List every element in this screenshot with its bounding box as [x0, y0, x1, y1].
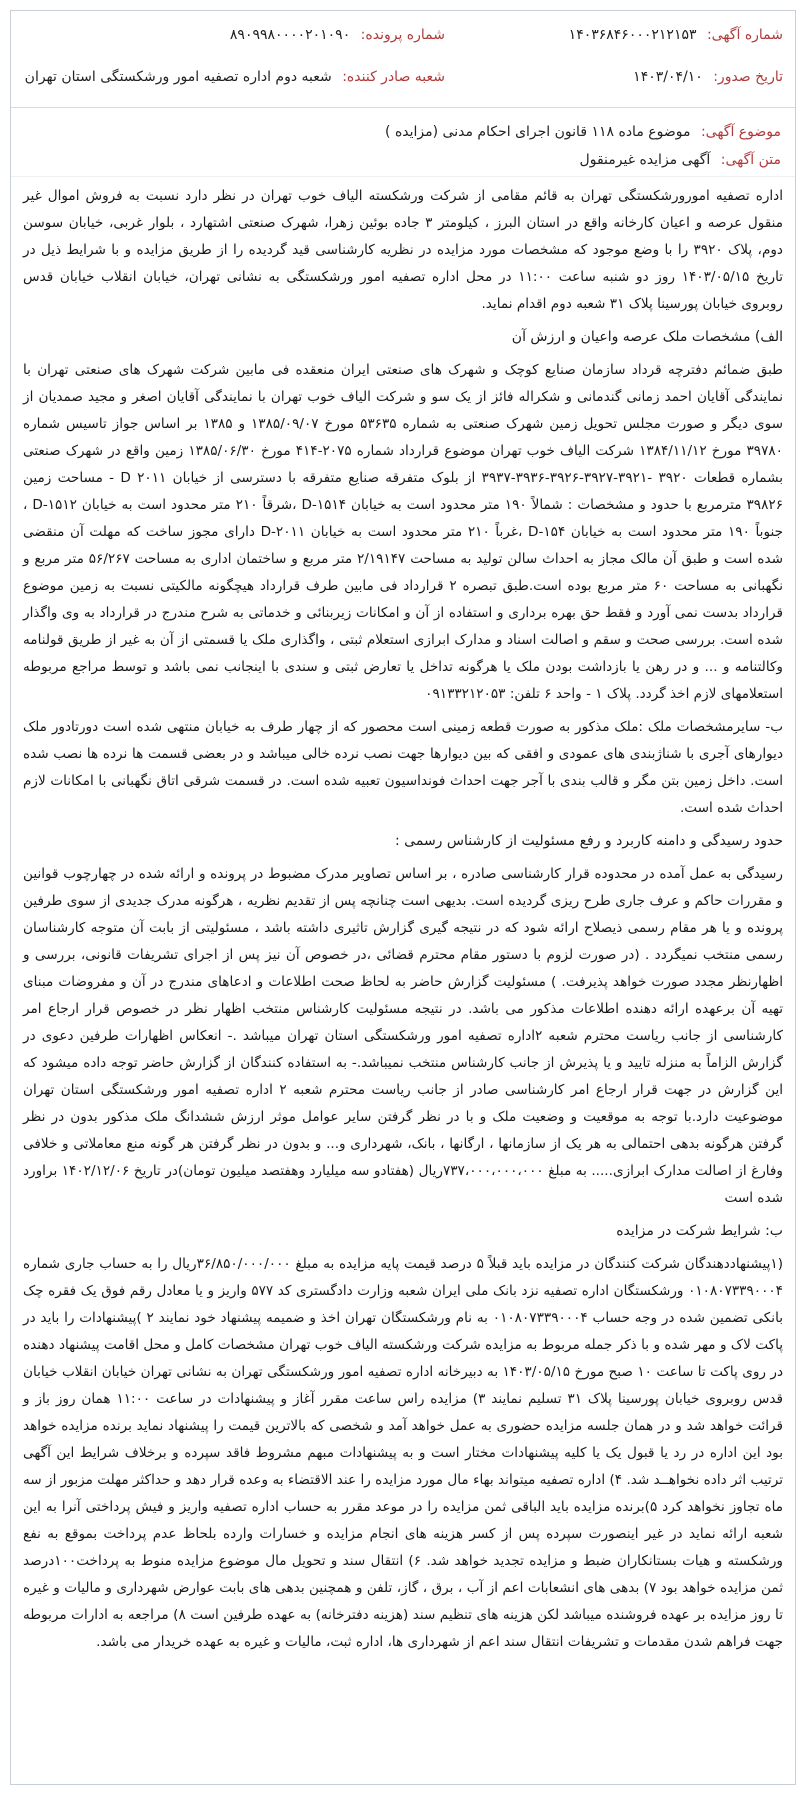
file-number: ۸۹۰۹۹۸۰۰۰۰۲۰۱۰۹۰: [229, 27, 351, 43]
file-number-label: شماره پرونده:: [360, 27, 445, 43]
text-label: متن آگهی:: [720, 152, 781, 168]
subject-label: موضوع آگهی:: [700, 124, 781, 140]
issuer: شعبه دوم اداره تصفیه امور ورشکستگی استان تهران: [24, 69, 332, 85]
text-title: آگهی مزایده غیرمنقول: [579, 152, 711, 168]
notice-page: [10, 10, 796, 1785]
issue-date-label: تاریخ صدور:: [713, 69, 783, 85]
section-a-paragraph: طبق ضمائم دفترچه قرداد سازمان صنایع کوچک و شهرک های صنعتی ایران منعقده فی مابین شرکت شهرک های صنعتی تهران با نمایندگی آقایان احمد زمانی گندمانی و شکراله فائز از یک سو و شرکت الیاف خوب تهران با نمایندگی آقایان اصغر و مجید صمدیان از سوی دیگر و صورت مجلس تحویل زمین شهرک صنعتی به شماره ۵۳۶۳۵ مورخ ۱۳۸۵/۰۹/۰۷ و ۱۳۸۵ بر اساس جواز تاسیس شماره ۳۹۷۸۰ مورخ ۱۳۸۴/۱۱/۱۲ شرکت الیاف خوب تهران موضوع قرارداد شماره ۲۰۷۵-۴۱۴ مورخ ۱۳۸۵/۰۶/۳۰ زمین واقع در شهرک صنعتی بشماره قطعات ۳۹۲۰ -۳۹۲۱-۳۹۲۷-۳۹۲۶-۳۹۳۶-۳۹۳۷ از بلوک متفرقه صنایع متفرقه با دسترسی از خیابان D ۲۰۱۱ - مساحت زمین ۳۹۸۲۶ مترمربع با حدود و مشخصات : شمالاً ۱۹۰ متر محدود است به خیابان D-۱۵۱۴ ،شرقاً ۲۱۰ متر محدود است به خیابان D-۱۵۱۲ ، جنوباً ۱۹۰ متر محدود است به خیابان D-۱۵۴ ،غرباً ۲۱۰ متر محدود است به خیابان D-۲۰۱۱ دارای مجوز ساخت که مهلت آن منقضی شده است و طبق آن مالک مجاز به احداث سالن تولید به مساحت ۲/۱۹۱۴۷ متر مربع و ساختمان اداری به مساحت ۵۶/۲۶۷ متر مربع و نگهبانی به مساحت ۶۰ متر مربع بوده است.طبق تبصره ۲ قرارداد فی مابین طرف قرارداد هیچگونه مالکیتی نسبت به زمین موضوع قرارداد بدست نمی آورد و فقط حق بهره برداری و استفاده از آن و امکانات زیربنائی و خدماتی به شرح مندرج در قرارداد به وی واگذار شده است. بررسی صحت و سقم و اصالت اسناد و مدارک ابرازی استعلام ثبتی ، واگذاری ملک یا قسمتی از آن به غیر از طریق قولنامه وکالتنامه و ... و در رهن یا بازداشت بودن ملک یا هرگونه تداخل یا تعارض ثبتی و سندی با اینجانب نمی باشد و توسط مراجع مربوطه استعلامهای لازم اخذ گردد. پلاک ۱ - واحد ۶ تلفن: ۰۹۱۳۳۲۱۲۰۵۳: [23, 362, 784, 702]
section-d-paragraph: (۱پیشنهاددهندگان شرکت کنندگان در مزایده باید قبلاً ۵ درصد قیمت پایه مزایده به مبلغ ۳۶/۸۵۰/۰۰۰/۰۰۰ریال را به حساب جاری شماره ۰۱۰۸۰۷۳۳۹۰۰۰۴ ورشکستگان اداره تصفیه نزد بانک ملی ایران شعبه وزارت دادگستری کد ۵۷۷ واریز و یا معادل رقم فوق یک فقره چک بانکی تضمین شده در وجه حساب ۰۱۰۸۰۷۳۳۹۰۰۰۴ به نام ورشکستگان تهران اخذ و ضمیمه پیشنهاد خود نمایند ۲ )پیشنهادات را باید در پاکت لاک و مهر شده و با ذکر جمله مربوط به مزایده شرکت ورشکسته الیاف خوب تهران مشخصات کامل و محل اقامت پیشنهاد دهنده در روی پاکت تا ساعت ۱۰ صبح مورخ ۱۴۰۳/۰۵/۱۵ به دبیرخانه اداره تصفیه امور ورشکستگی تهران به نشانی تهران خیابان انقلاب خیابان قدس روبروی خیابان پورسینا پلاک ۳۱ تسلیم نمایند ۳) مزایده راس ساعت مقرر آغاز و پیشنهادات در ساعت ۱۱:۰۰ همان روز باز و قرائت خواهد شد و در همان جلسه مزایده حضوری به عمل خواهد آمد و شخصی که بالاترین قیمت را پیشنهاد نماید برنده مزایده خواهد بود این اداره در رد یا قبول یک یا کلیه پیشنهادات مختار است و به پیشنهادات مبهم مشروط فاقد سپرده و برخلاف شرایط این آگهی ترتیب اثر داده نخواهــد شد. ۴) اداره تصفیه میتواند بهاء مال مورد مزایده را عند الاقتضاء به وعده قرار دهد و حداکثر مهلت مزبور از سه ماه تجاوز نخواهد کرد ۵)برنده مزایده باید الباقی ثمن مزایده را در موعد مقرر به حساب اداره تصفیه واریز و فیش پرداختی آنرا به این شعبه ارائه نماید در غیر اینصورت سپرده پس از کسر هزینه های انجام مزایده و خسارات وارده بلحاظ عدم پرداخت بموقع به نفع ورشکسته و هیات بستانکاران ضبط و مزایده تجدید خواهد شد. ۶) انتقال سند و تحویل مال موضوع مزایده منوط به پرداخت۱۰۰درصد ثمن مزایده خواهد بود ۷) بدهی های انشعابات اعم از آب ، برق ، گاز، تلفن و همچنین بدهی های بابت عوارض شهرداری و مالیات و غیره تا روز مزایده بر عهده فروشنده میباشد لکن هزینه های تنظیم سند (هزینه دفترخانه) به عهده طرفین است ۸) مراجعه به ادارات مربوطه جهت فراهم شدن مقدمات و تشریفات انتقال سند اعم از شهرداری ها، اداره ثبت، مالیات و غیره به عهده خریدار می باشد.: [23, 1256, 784, 1650]
subject-value: موضوع ماده ۱۱۸ قانون اجرای احکام مدنی (مزایده ): [385, 124, 691, 140]
notice-number: ۱۴۰۳۶۸۴۶۰۰۰۲۱۲۱۵۳: [568, 27, 697, 43]
section-a-title: الف) مشخصات ملک عرصه واعیان و ارزش آن: [511, 329, 783, 345]
section-d-title: ب: شرایط شرکت در مزایده: [616, 1223, 783, 1239]
notice-number-field: [569, 27, 783, 43]
section-c-paragraph: رسیدگی به عمل آمده در محدوده قرار کارشناسی صادره ، بر اساس تصاویر مدرک مضبوط در پرونده و ارائه شده در چهارچوب قوانین و مقررات حاکم و عرف جاری طرح ریزی گردیده است. بدیهی است چنانچه پس از تقدیم نظریه ، هرگونه مدرک جدیدی از سوی طرفین پرونده و یا هر مقام رسمی ذیصلاح ارائه شود که در نتیجه گیری گزارش تاثیری داشته باشد ، مسئولیتی از بابت آن متوجه کارشناسان رسمی منتخب نمیگردد . (در صورت لزوم با دستور مقام محترم قضائی ،در خصوص آن نیز پس از اجرای تشریفات قانونی، بررسی و اظهارنظر مجدد صورت خواهد پذیرفت. ) مسئولیت گزارش حاضر به لحاظ صحت اطلاعات و ادعاهای مندرج در آن و مفروضات مبنای تهیه آن برعهده ارائه دهنده اطلاعات مذکور می باشد. در نتیجه مسئولیت کارشناس منتخب اظهار نظر در خصوص قرار ارجاع امر کارشناسی از جانب ریاست محترم شعبه ۲اداره تصفیه امور ورشکستگی استان تهران میباشد .- انعکاس اظهارات طرفین دعوی در گزارش الزاماً به منزله تایید و یا پذیرش از جانب کارشناس منتخب نمیباشد.- به استفاده کنندگان از گزارش حاضر توجه داده میشود که این گزارش در جهت قرار ارجاع امر کارشناسی صادر از جانب ریاست محترم شعبه ۲ اداره تصفیه امور ورشکستگی استان تهران موضوعیت دارد.با توجه به موقعیت و وضعیت ملک و با در نظر گرفتن سایر عوامل موثر ارزش ششدانگ ملک مذکور بدون در نظر گرفتن هرگونه بدهی احتمالی به هر یک از سازمانها ، ارگانها ، بانک، شهرداری و... و بدون در نظر گرفتن هر گونه منع معاملاتی و خلافی وفارغ از اصالت مدارک ابرازی..... به مبلغ ۷۳۷،۰۰۰،۰۰۰،۰۰۰ریال (هفتادو سه میلیارد وهفتصد میلیون تومان)در تاریخ ۱۴۰۲/۱۲/۰۶ براورد شده است: [23, 866, 783, 1206]
notice-number-label: شماره آگهی:: [706, 27, 783, 43]
intro-paragraph: اداره تصفیه امورورشکستگی تهران به قائم مقامی از شرکت ورشکسته الیاف خوب تهران در نظر دارد نسبت به فروش اموال غیر منقول عرصه و اعیان کارخانه واقع در استان البرز ، کیلومتر ۳ جاده بوئین زهرا، شهرک صنعتی اشتهارد ، بلوار غربی، خیابان سوسن دوم، پلاک ۳۹۲۰ را با وضع موجود که مشخصات مورد مزایده در نظریه کارشناسی قید گردیده را از طریق مزایده و با شرایط ذیل در تاریخ ۱۴۰۳/۰۵/۱۵ روز دو شنبه ساعت ۱۱:۰۰ در محل اداره تصفیه امور ورشکستگی به نشانی تهران، خیابان انقلاب خیابان قدس روبروی خیابان پورسینا پلاک ۳۱ شعبه دوم اقدام نماید.: [23, 188, 783, 312]
issuer-label: شعبه صادر کننده:: [342, 69, 445, 85]
issue-date-field: [633, 69, 783, 85]
issuer-field: [25, 69, 445, 85]
issue-date: ۱۴۰۳/۰۴/۱۰: [633, 69, 703, 85]
notice-text-heading: [11, 146, 795, 177]
section-b-paragraph: ب- سایرمشخصات ملک :ملک مذکور به صورت قطعه زمینی است محصور که از چهار طرف به خیابان منتهی شده است دورتادور ملک دیوارهای آجری با شناژبندی های عمودی و افقی که بین دیوارها جهت نصب نرده خالی میباشد و در بعضی قسمت ها نرده ها نصب شده است. داخل زمین بتن مگر و قالب بندی با آجر جهت احداث فونداسیون تعبیه شده است. در قسمت شرقی اتاق نگهبانی با امکانات لازم احداث شده است.: [23, 719, 783, 816]
notice-subject: [11, 108, 795, 146]
section-c-title: حدود رسیدگی و دامنه کاربرد و رفع مسئولیت از کارشناس رسمی :: [395, 833, 783, 849]
notice-metadata: [11, 11, 795, 108]
file-number-field: [230, 27, 445, 43]
notice-body: [11, 177, 795, 1656]
